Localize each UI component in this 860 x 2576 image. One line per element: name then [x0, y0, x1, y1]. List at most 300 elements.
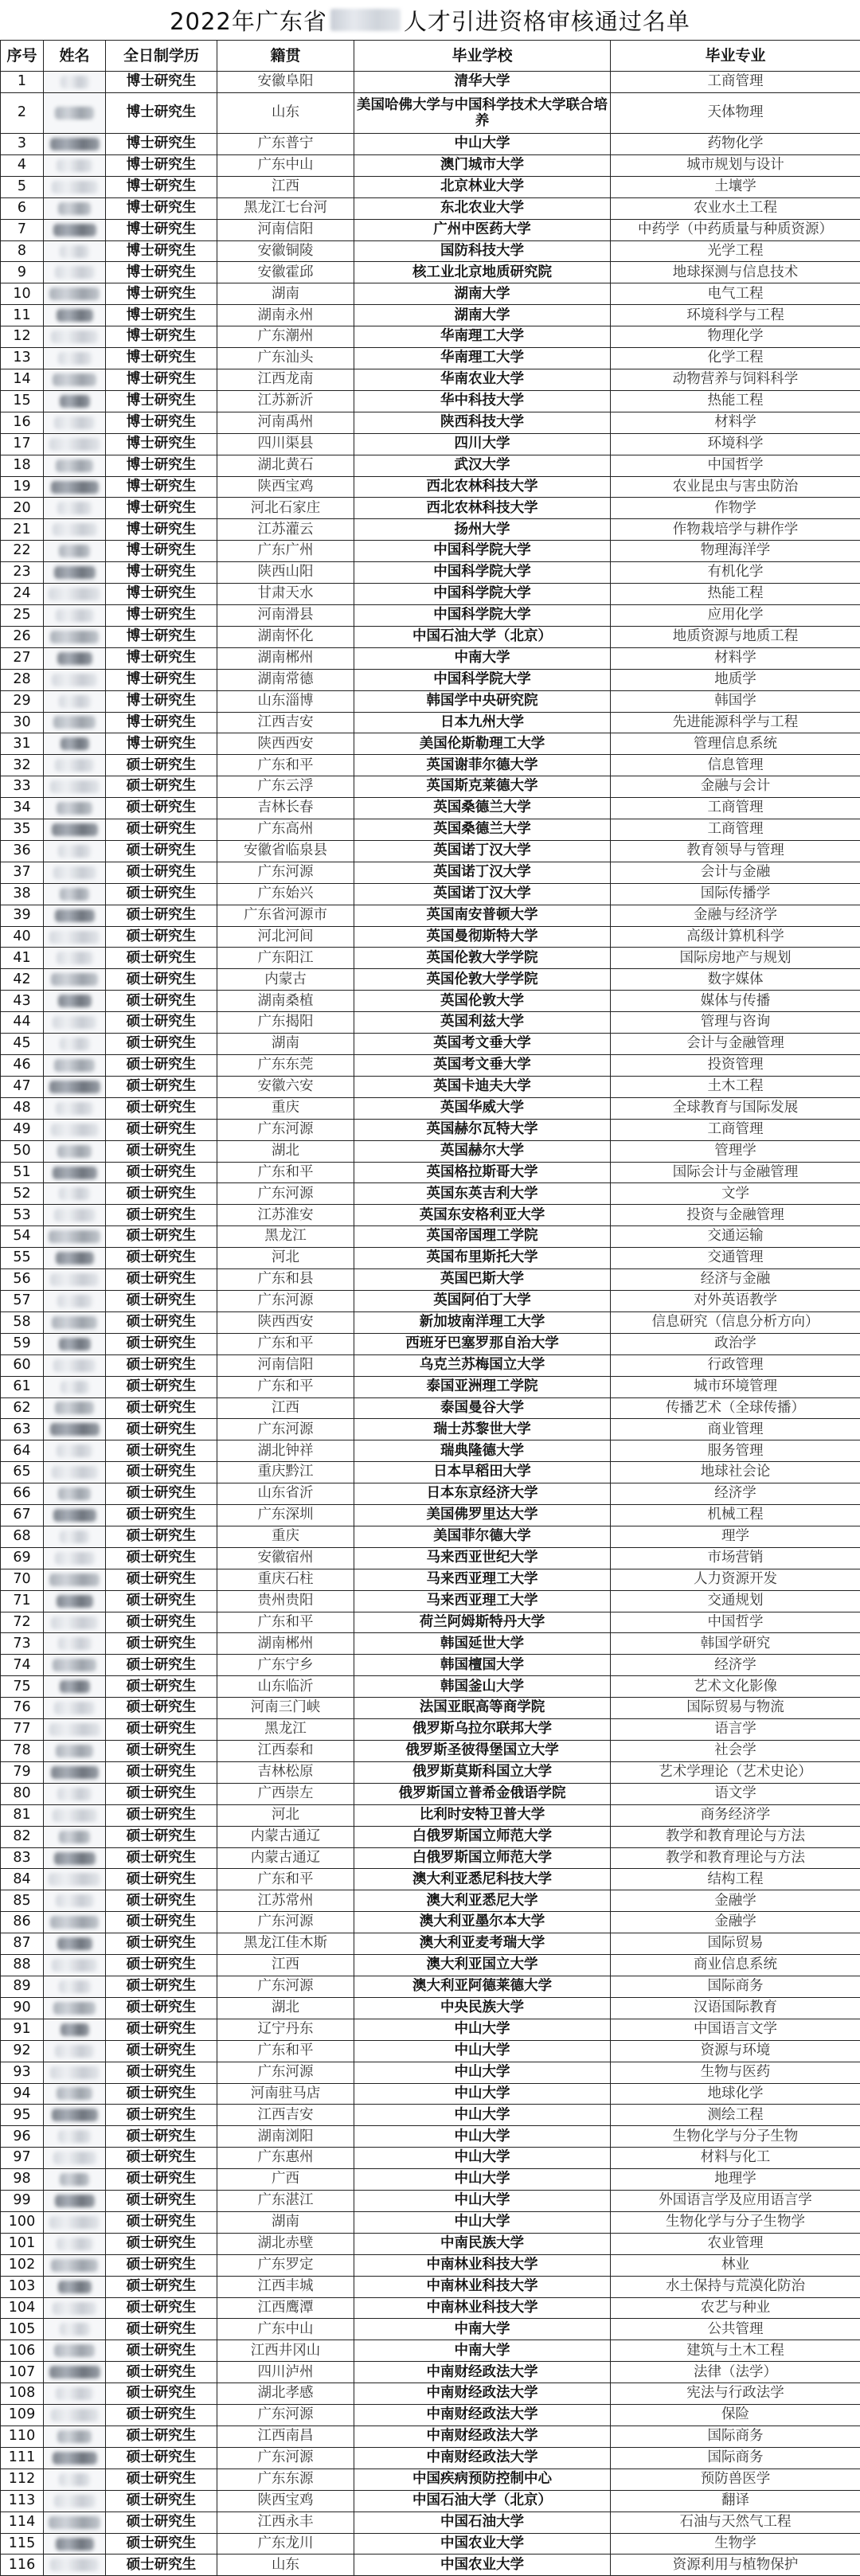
redacted-name: [59, 1338, 91, 1351]
cell-school: 澳大利亚阿德莱德大学: [354, 1976, 611, 1997]
cell-name: [44, 1269, 106, 1291]
table-row: [1, 776, 860, 798]
cell-hometown: 安徽霍邱: [217, 262, 354, 283]
cell-index: 90: [1, 1997, 44, 2019]
cell-major: 城市环境管理: [611, 1376, 860, 1397]
cell-index: 102: [1, 2254, 44, 2276]
cell-index: 16: [1, 412, 44, 433]
cell-name: [44, 176, 106, 197]
cell-name: [44, 326, 106, 348]
table-row: [1, 1226, 860, 1248]
cell-name: [44, 776, 106, 798]
cell-major: 外国语言学及应用语言学: [611, 2191, 860, 2212]
cell-name: [44, 219, 106, 240]
cell-index: 84: [1, 1869, 44, 1890]
cell-major: 建筑与土木工程: [611, 2340, 860, 2362]
cell-hometown: 陕西西安: [217, 1311, 354, 1333]
cell-school: 韩国延世大学: [354, 1633, 611, 1655]
cell-hometown: 广西崇左: [217, 1783, 354, 1804]
cell-hometown: 山东淄博: [217, 690, 354, 712]
redacted-name: [55, 107, 94, 119]
cell-education: 硕士研究生: [106, 1055, 217, 1077]
cell-major: 管理与咨询: [611, 1012, 860, 1034]
table-row: [1, 154, 860, 176]
redacted-name: [57, 652, 92, 665]
table-row: [1, 305, 860, 326]
table-row: [1, 2126, 860, 2148]
cell-index: 36: [1, 840, 44, 862]
table-row: [1, 1376, 860, 1397]
cell-index: 28: [1, 669, 44, 690]
cell-school: 乌克兰苏梅国立大学: [354, 1354, 611, 1376]
cell-hometown: 广东和平: [217, 1162, 354, 1183]
cell-school: 澳大利亚墨尔本大学: [354, 1912, 611, 1933]
cell-school: 新加坡南洋理工大学: [354, 1311, 611, 1333]
redacted-name: [60, 1680, 90, 1693]
redacted-name: [57, 309, 93, 322]
cell-name: [44, 2040, 106, 2062]
table-row: [1, 412, 860, 433]
table-row: [1, 1419, 860, 1440]
cell-school: 日本早稻田大学: [354, 1462, 611, 1483]
cell-name: [44, 2469, 106, 2490]
cell-major: 热能工程: [611, 584, 860, 605]
redacted-name: [53, 1509, 96, 1522]
cell-education: 博士研究生: [106, 390, 217, 412]
cell-major: 国际房地产与规划: [611, 948, 860, 969]
table-row: [1, 1290, 860, 1311]
redacted-name: [57, 502, 92, 514]
cell-major: 材料与化工: [611, 2148, 860, 2169]
cell-school: 英国南安普顿大学: [354, 905, 611, 926]
cell-name: [44, 1205, 106, 1226]
table-row: [1, 1933, 860, 1955]
cell-hometown: 湖北赤壁: [217, 2233, 354, 2254]
cell-major: 应用化学: [611, 604, 860, 626]
cell-school: 英国帝国理工学院: [354, 1226, 611, 1248]
redacted-name: [52, 181, 98, 193]
cell-major: 国际会计与金融管理: [611, 1162, 860, 1183]
cell-major: 传播艺术（全球传播）: [611, 1397, 860, 1419]
table-row: [1, 1183, 860, 1205]
table-row: [1, 2469, 860, 2490]
cell-school: 国防科技大学: [354, 240, 611, 262]
cell-major: 信息管理: [611, 755, 860, 776]
table-row: [1, 584, 860, 605]
table-row: [1, 2490, 860, 2512]
cell-name: [44, 1804, 106, 1826]
cell-name: [44, 1997, 106, 2019]
cell-index: 30: [1, 712, 44, 733]
table-row: [1, 712, 860, 733]
cell-name: [44, 1311, 106, 1333]
cell-index: 50: [1, 1140, 44, 1162]
page-title: [0, 0, 860, 40]
cell-school: 澳大利亚悉尼科技大学: [354, 1869, 611, 1890]
cell-school: 中山大学: [354, 2211, 611, 2233]
table-row: [1, 819, 860, 841]
cell-name: [44, 883, 106, 905]
cell-index: 4: [1, 154, 44, 176]
redacted-name: [58, 1487, 91, 1500]
cell-hometown: 广东河源: [217, 2405, 354, 2426]
cell-school: 泰国亚洲理工学院: [354, 1376, 611, 1397]
table-row: [1, 1440, 860, 1462]
cell-hometown: 广东深圳: [217, 1505, 354, 1526]
redacted-name: [51, 973, 98, 986]
cell-name: [44, 1547, 106, 1569]
cell-education: 硕士研究生: [106, 1462, 217, 1483]
cell-index: 100: [1, 2211, 44, 2233]
cell-education: 硕士研究生: [106, 1826, 217, 1847]
cell-major: 农业水土工程: [611, 197, 860, 219]
redacted-name: [53, 523, 97, 536]
cell-name: [44, 92, 106, 133]
cell-name: [44, 2148, 106, 2169]
cell-education: 硕士研究生: [106, 1290, 217, 1311]
cell-school: 法国亚眠高等商学院: [354, 1698, 611, 1719]
cell-major: 电气工程: [611, 283, 860, 305]
cell-name: [44, 2062, 106, 2083]
cell-name: [44, 1933, 106, 1955]
redacted-name: [52, 1959, 97, 1972]
redacted-name: [50, 780, 100, 793]
table-row: [1, 2105, 860, 2126]
redacted-name: [53, 866, 96, 879]
cell-name: [44, 1783, 106, 1804]
cell-name: [44, 1847, 106, 1869]
cell-name: [44, 733, 106, 755]
cell-index: 12: [1, 326, 44, 348]
cell-school: 中山大学: [354, 2083, 611, 2105]
table-row: [1, 1590, 860, 1612]
cell-education: 硕士研究生: [106, 1269, 217, 1291]
cell-name: [44, 72, 106, 93]
cell-hometown: 重庆石柱: [217, 1569, 354, 1590]
redacted-name: [59, 695, 91, 708]
cell-major: 韩国学: [611, 690, 860, 712]
cell-hometown: 湖南浏阳: [217, 2126, 354, 2148]
redacted-name: [57, 1937, 92, 1950]
cell-education: 硕士研究生: [106, 2148, 217, 2169]
cell-education: 博士研究生: [106, 733, 217, 755]
redacted-name: [57, 1145, 92, 1158]
cell-index: 23: [1, 562, 44, 584]
table-row: [1, 969, 860, 991]
cell-hometown: 内蒙古通辽: [217, 1847, 354, 1869]
cell-school: 中国石油大学（北京）: [354, 2490, 611, 2512]
cell-index: 46: [1, 1055, 44, 1077]
redacted-name: [56, 459, 93, 472]
cell-index: 10: [1, 283, 44, 305]
cell-education: 硕士研究生: [106, 1012, 217, 1034]
cell-school: 泰国曼谷大学: [354, 1397, 611, 1419]
table-row: [1, 326, 860, 348]
cell-index: 71: [1, 1590, 44, 1612]
cell-school: 澳大利亚国立大学: [354, 1955, 611, 1976]
redacted-name: [60, 2173, 89, 2186]
redacted-name: [61, 2023, 89, 2036]
cell-education: 硕士研究生: [106, 2276, 217, 2297]
redacted-name: [53, 1809, 97, 1822]
cell-major: 商业管理: [611, 1419, 860, 1440]
cell-name: [44, 154, 106, 176]
cell-hometown: 陕西宝鸡: [217, 2490, 354, 2512]
redacted-name: [56, 1894, 94, 1907]
cell-major: 信息研究（信息分析方向）: [611, 1311, 860, 1333]
cell-school: 澳大利亚悉尼大学: [354, 1890, 611, 1912]
redacted-name: [57, 1788, 92, 1800]
table-row: [1, 2447, 860, 2469]
cell-education: 硕士研究生: [106, 1719, 217, 1741]
cell-index: 60: [1, 1354, 44, 1376]
cell-education: 硕士研究生: [106, 755, 217, 776]
cell-name: [44, 2276, 106, 2297]
cell-hometown: 湖南常德: [217, 669, 354, 690]
cell-education: 硕士研究生: [106, 2533, 217, 2555]
cell-hometown: 广东广州: [217, 541, 354, 562]
cell-name: [44, 1012, 106, 1034]
cell-school: 西北农林科技大学: [354, 498, 611, 519]
cell-school: 中南大学: [354, 2340, 611, 2362]
table-row: [1, 1269, 860, 1291]
redacted-name: [54, 2344, 95, 2357]
cell-major: 天体物理: [611, 92, 860, 133]
cell-school: 中山大学: [354, 2169, 611, 2191]
header-school: 毕业学校: [354, 41, 611, 72]
cell-school: 俄罗斯国立普希金俄语学院: [354, 1783, 611, 1804]
cell-education: 博士研究生: [106, 498, 217, 519]
cell-major: 会计与金融: [611, 862, 860, 883]
cell-major: 工商管理: [611, 798, 860, 819]
cell-name: [44, 2362, 106, 2383]
cell-education: 硕士研究生: [106, 1633, 217, 1655]
cell-major: 农艺与种业: [611, 2297, 860, 2319]
cell-major: 韩国学研究: [611, 1633, 860, 1655]
table-row: [1, 1333, 860, 1354]
cell-education: 硕士研究生: [106, 1483, 217, 1505]
table-row: [1, 2533, 860, 2555]
redacted-name: [58, 1637, 92, 1650]
cell-index: 91: [1, 2019, 44, 2040]
cell-name: [44, 2533, 106, 2555]
cell-hometown: 湖北黄石: [217, 455, 354, 476]
cell-name: [44, 2211, 106, 2233]
cell-school: 瑞典隆德大学: [354, 1440, 611, 1462]
cell-education: 硕士研究生: [106, 2169, 217, 2191]
cell-name: [44, 798, 106, 819]
cell-hometown: 河南三门峡: [217, 1698, 354, 1719]
cell-education: 博士研究生: [106, 412, 217, 433]
cell-school: 广州中医药大学: [354, 219, 611, 240]
redacted-name: [55, 266, 95, 279]
redacted-name: [56, 1252, 94, 1265]
cell-hometown: 黑龙江佳木斯: [217, 1933, 354, 1955]
cell-hometown: 四川泸州: [217, 2362, 354, 2383]
redacted-name: [55, 759, 94, 772]
cell-hometown: 河南滑县: [217, 604, 354, 626]
redacted-name: [58, 995, 92, 1007]
table-row: [1, 1354, 860, 1376]
table-row: [1, 1869, 860, 1890]
cell-index: 73: [1, 1633, 44, 1655]
cell-major: 化学工程: [611, 348, 860, 369]
cell-major: 土木工程: [611, 1076, 860, 1097]
cell-school: 中山大学: [354, 2040, 611, 2062]
redacted-name: [61, 76, 89, 88]
cell-education: 硕士研究生: [106, 776, 217, 798]
cell-index: 37: [1, 862, 44, 883]
cell-name: [44, 262, 106, 283]
cell-index: 3: [1, 134, 44, 155]
cell-school: 英国谢菲尔德大学: [354, 755, 611, 776]
table-row: [1, 2383, 860, 2405]
cell-education: 硕士研究生: [106, 2490, 217, 2512]
cell-major: 市场营销: [611, 1547, 860, 1569]
cell-major: 地质资源与地质工程: [611, 626, 860, 647]
cell-index: 82: [1, 1826, 44, 1847]
cell-hometown: 广东省河源市: [217, 905, 354, 926]
cell-major: 材料学: [611, 412, 860, 433]
cell-name: [44, 712, 106, 733]
table-row: [1, 669, 860, 690]
redacted-name: [58, 202, 91, 215]
cell-major: 水土保持与荒漠化防治: [611, 2276, 860, 2297]
cell-hometown: 贵州贵阳: [217, 1590, 354, 1612]
cell-index: 41: [1, 948, 44, 969]
cell-school: 中国科学院大学: [354, 584, 611, 605]
redacted-name: [59, 1980, 91, 1993]
table-row: [1, 1955, 860, 1976]
cell-name: [44, 305, 106, 326]
cell-name: [44, 1440, 106, 1462]
cell-education: 硕士研究生: [106, 2297, 217, 2319]
cell-education: 硕士研究生: [106, 1354, 217, 1376]
cell-education: 硕士研究生: [106, 1311, 217, 1333]
table-row: [1, 1526, 860, 1547]
cell-major: 政治学: [611, 1333, 860, 1354]
table-row: [1, 1248, 860, 1269]
cell-hometown: 广东和平: [217, 1376, 354, 1397]
cell-school: 扬州大学: [354, 519, 611, 541]
cell-major: 文学: [611, 1183, 860, 1205]
cell-major: 语言学: [611, 1719, 860, 1741]
table-row: [1, 1633, 860, 1655]
cell-index: 112: [1, 2469, 44, 2490]
cell-hometown: 山东: [217, 2555, 354, 2576]
cell-education: 硕士研究生: [106, 2426, 217, 2448]
cell-name: [44, 1526, 106, 1547]
cell-hometown: 河北河间: [217, 926, 354, 948]
cell-school: 俄罗斯莫斯科国立大学: [354, 1761, 611, 1783]
cell-school: 四川大学: [354, 433, 611, 455]
cell-school: 马来西亚理工大学: [354, 1569, 611, 1590]
cell-school: 英国赫尔大学: [354, 1140, 611, 1162]
redacted-name: [53, 1016, 96, 1029]
cell-name: [44, 1483, 106, 1505]
redacted-name: [61, 1381, 89, 1394]
redacted-name: [53, 2452, 97, 2465]
cell-school: 中国科学院大学: [354, 562, 611, 584]
cell-name: [44, 1183, 106, 1205]
cell-name: [44, 455, 106, 476]
cell-school: 中南财经政法大学: [354, 2383, 611, 2405]
cell-name: [44, 626, 106, 647]
redacted-name: [53, 2302, 96, 2315]
cell-name: [44, 840, 106, 862]
cell-education: 硕士研究生: [106, 1140, 217, 1162]
cell-name: [44, 562, 106, 584]
cell-education: 硕士研究生: [106, 1397, 217, 1419]
cell-name: [44, 1419, 106, 1440]
cell-index: 113: [1, 2490, 44, 2512]
table-row: [1, 2319, 860, 2340]
cell-name: [44, 476, 106, 498]
table-row: [1, 562, 860, 584]
redacted-name: [57, 802, 92, 815]
cell-index: 14: [1, 369, 44, 391]
redacted-name: [53, 1167, 97, 1179]
cell-name: [44, 1140, 106, 1162]
cell-major: 工商管理: [611, 1119, 860, 1140]
cell-education: 硕士研究生: [106, 798, 217, 819]
cell-school: 中山大学: [354, 2062, 611, 2083]
table-row: [1, 219, 860, 240]
cell-major: 中国哲学: [611, 455, 860, 476]
cell-education: 硕士研究生: [106, 948, 217, 969]
cell-school: 英国东英吉利大学: [354, 1183, 611, 1205]
cell-index: 40: [1, 926, 44, 948]
redacted-name: [55, 1552, 95, 1565]
cell-education: 硕士研究生: [106, 2083, 217, 2105]
cell-index: 97: [1, 2148, 44, 2169]
cell-hometown: 江西永丰: [217, 2512, 354, 2533]
cell-name: [44, 604, 106, 626]
cell-major: 作物栽培学与耕作学: [611, 519, 860, 541]
cell-education: 博士研究生: [106, 433, 217, 455]
cell-education: 博士研究生: [106, 369, 217, 391]
redacted-name: [55, 2045, 94, 2058]
table-row: [1, 2233, 860, 2254]
cell-index: 92: [1, 2040, 44, 2062]
cell-index: 74: [1, 1655, 44, 1676]
cell-hometown: 湖南: [217, 2211, 354, 2233]
cell-school: 美国伦斯勒理工大学: [354, 733, 611, 755]
cell-name: [44, 2319, 106, 2340]
cell-school: 中国科学院大学: [354, 541, 611, 562]
cell-major: 动物营养与饲料科学: [611, 369, 860, 391]
cell-school: 英国桑德兰大学: [354, 819, 611, 841]
cell-school: 中南大学: [354, 2319, 611, 2340]
table-header-row: [1, 41, 860, 72]
cell-major: 经济学: [611, 1483, 860, 1505]
cell-school: 中南大学: [354, 647, 611, 669]
cell-school: 英国利兹大学: [354, 1012, 611, 1034]
cell-school: 英国卡迪夫大学: [354, 1076, 611, 1097]
cell-major: 交通管理: [611, 1248, 860, 1269]
redacted-name: [51, 2259, 98, 2272]
cell-major: 物理海洋学: [611, 541, 860, 562]
cell-name: [44, 1097, 106, 1119]
cell-name: [44, 2233, 106, 2254]
cell-name: [44, 1761, 106, 1783]
table-row: [1, 604, 860, 626]
cell-major: 工商管理: [611, 72, 860, 93]
table-row: [1, 433, 860, 455]
cell-major: 中药学（中药质量与种质资源）: [611, 219, 860, 240]
cell-name: [44, 433, 106, 455]
header-major: 毕业专业: [611, 41, 860, 72]
